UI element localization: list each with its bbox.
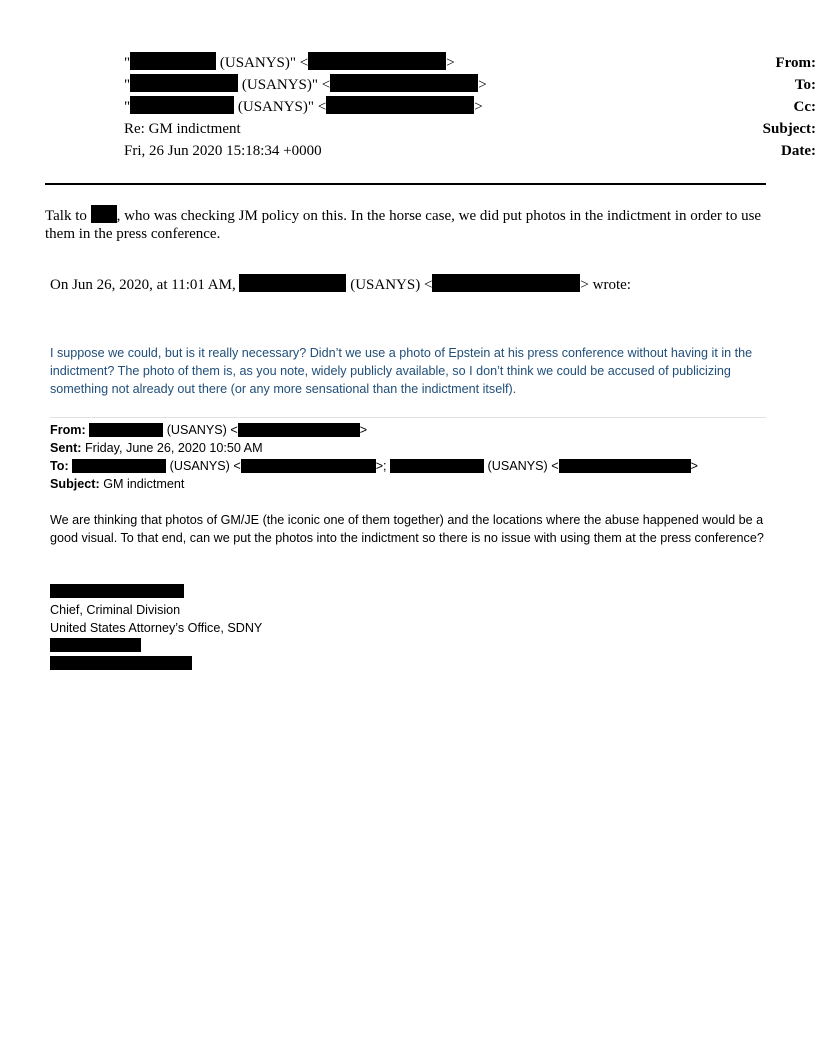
original-subject-row [50,475,698,493]
header-date-row [0,140,816,162]
original-to-row [50,457,698,475]
signature-name-row [50,583,262,601]
header-cc-row [0,96,816,118]
quoted-intro [50,274,631,295]
header-to-suffix: > [478,77,487,93]
quote-divider [50,417,766,418]
header-cc-org: (USANYS)" < [237,99,327,115]
original-from-row [50,421,698,439]
redaction-box [130,52,216,70]
redaction-box [239,274,346,292]
quoted-message: I suppose we could, but is it really necessary? Didn’t we use a photo of Epstein at his press conference without having it in the indictment? The photo of them is, as you note, widely publicly available, so I don’t think we could be accused of publicizing something not already out there (or any more sensational than the indictment itself). [50,346,753,396]
redaction-box [238,423,360,437]
redaction-box [130,96,234,114]
signature-line-4 [50,637,262,655]
redaction-box [330,74,478,92]
redaction-box [390,459,484,473]
header-cc-suffix: > [474,99,483,115]
redaction-box [89,423,163,437]
header-from-suffix: > [446,55,455,71]
signature [50,583,262,673]
original-subject-value: GM indictment [103,477,185,491]
header-from-value [124,52,455,74]
original-to-sep: >; [375,459,387,473]
original-headers [50,421,698,493]
original-to-org2: (USANYS) < [487,459,559,473]
reply-text: , who was checking JM policy on this. In the horse case, we did put photos in the indictment in order to use them in the press conference. [45,208,762,242]
header-divider [45,183,766,185]
header-cc-prefix: " [124,99,131,115]
header-date-value: Fri, 26 Jun 2020 15:18:34 +0000 [124,143,322,159]
signature-line-5 [50,655,262,673]
redaction-box [50,638,141,652]
header-subject-label: Subject: [762,121,816,137]
email-header [0,52,816,172]
redaction-box [72,459,166,473]
original-from-suffix: > [359,423,368,437]
header-to-value [124,74,487,96]
header-from-label: From: [775,55,816,71]
header-subject-value: Re: GM indictment [124,121,241,137]
original-subject-label: Subject: [50,477,100,491]
quoted-intro-org: (USANYS) < [350,277,433,293]
header-cc-value [124,96,483,118]
original-sent-value: Friday, June 26, 2020 10:50 AM [84,441,263,455]
original-from-org: (USANYS) < [166,423,238,437]
signature-office: United States Attorney’s Office, SDNY [50,621,263,635]
header-date-label: Date: [781,143,816,159]
redaction-box [241,459,376,473]
original-to-org1: (USANYS) < [169,459,241,473]
redaction-box [91,205,117,223]
original-to-label: To: [50,459,69,473]
original-from-label: From: [50,423,86,437]
header-to-row [0,74,816,96]
redaction-box [559,459,691,473]
redaction-box [50,584,184,598]
redaction-box [130,74,238,92]
header-to-prefix: " [124,77,131,93]
header-subject-row [0,118,816,140]
header-cc-label: Cc: [793,99,816,115]
original-body: We are thinking that photos of GM/JE (the iconic one of them together) and the locations where the abuse happened would be a good visual. To that end, can we put the photos into the indictment so there is no issue with using them at the press conference? [50,513,764,545]
header-to-label: To: [794,77,816,93]
redaction-box [50,656,192,670]
reply-talk-to: Talk to [45,208,87,224]
signature-title: Chief, Criminal Division [50,603,181,617]
quoted-intro-suffix: > wrote: [580,277,631,293]
original-sent-label: Sent: [50,441,82,455]
redaction-box [326,96,474,114]
header-from-org: (USANYS)" < [219,55,309,71]
redaction-box [308,52,446,70]
reply-body [45,205,770,243]
header-to-org: (USANYS)" < [241,77,331,93]
original-to-suffix: > [690,459,698,473]
redaction-box [432,274,580,292]
quoted-intro-prefix: On Jun 26, 2020, at 11:01 AM, [50,277,236,293]
original-sent-row [50,439,698,457]
header-from-row [0,52,816,74]
header-from-prefix: " [124,55,131,71]
